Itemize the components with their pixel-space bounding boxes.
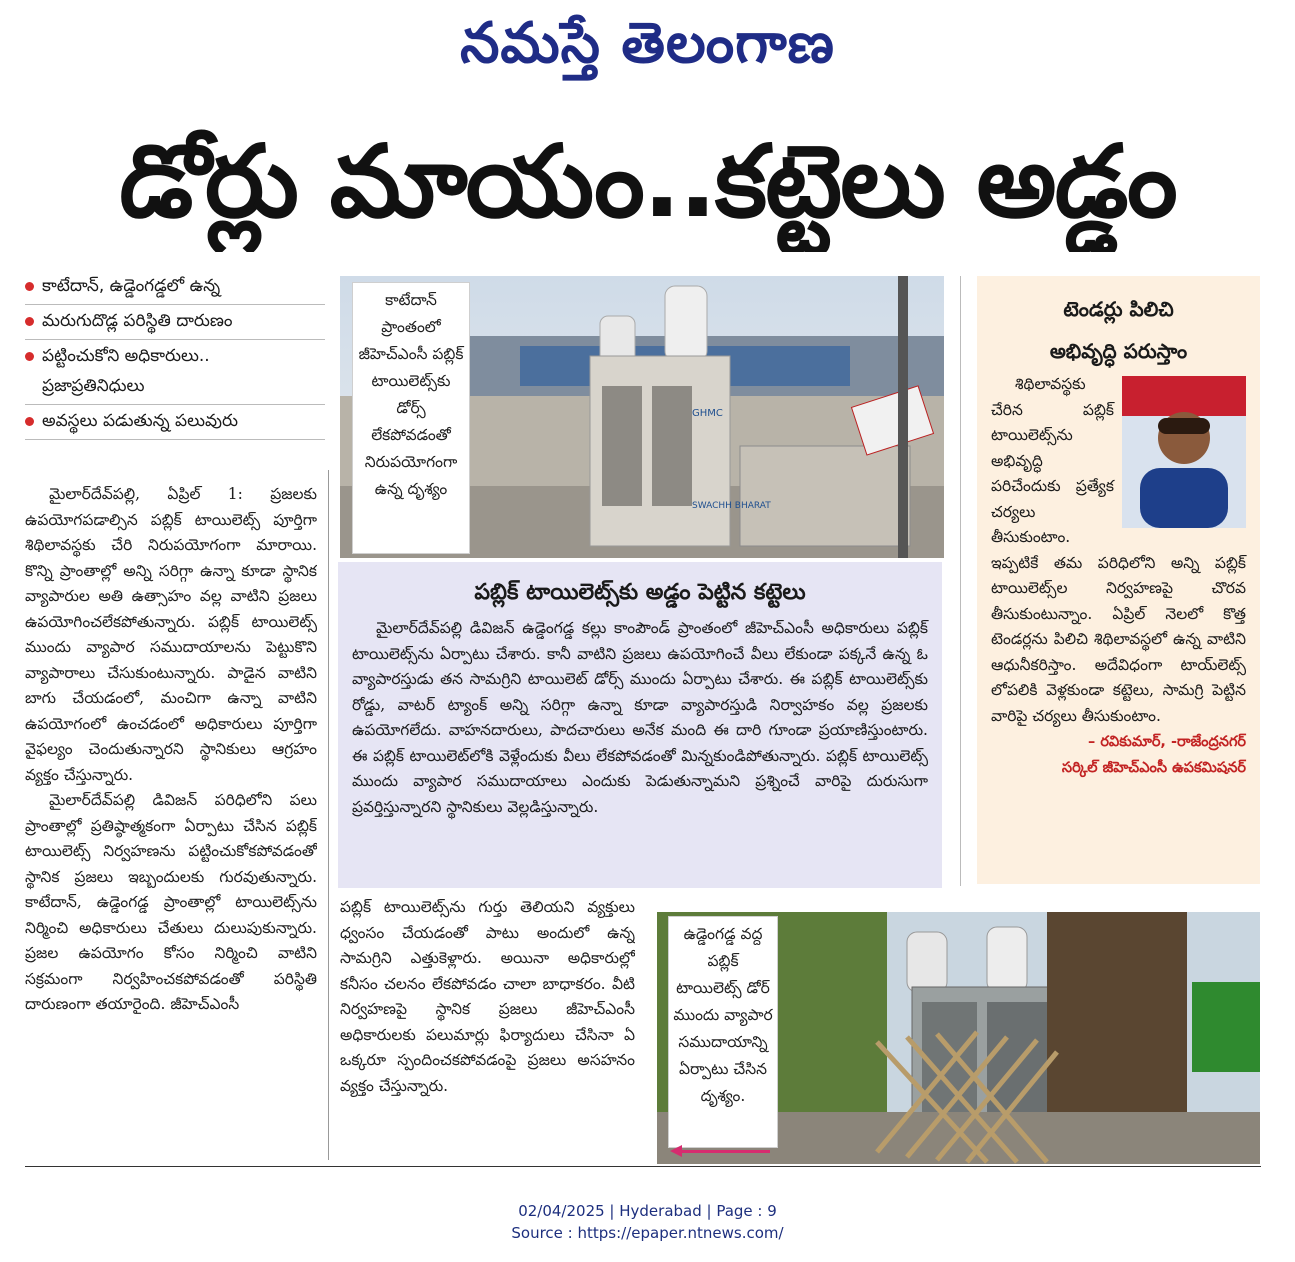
side-heading: టెండర్లు పిలిచి <box>1063 297 1174 321</box>
article-column-1 <box>25 482 317 1162</box>
photo-caption: ఉడ్డెంగడ్డ వద్ద పబ్లిక్ టాయిలెట్స్ డోర్ ముందు వ్యాపార సముదాయాన్ని ఏర్పాటు చేసిన దృశ్యం. <box>668 916 778 1148</box>
bullet-item: కాటేదాన్, ఉడ్డెంగడ్డలో ఉన్న <box>25 270 325 305</box>
side-heading: అభివృద్ధి పరుస్తాం <box>1049 339 1188 363</box>
article-column-3 <box>340 895 635 1155</box>
footer-source: Source : https://epaper.ntnews.com/ <box>511 1224 784 1242</box>
photo-caption: కాటేదాన్ ప్రాంతంలో జీహెచ్‌ఎంసీ పబ్లిక్ టాయిలెట్స్‌కు డోర్స్ లేకపోవడంతో నిరుపయోగంగా ఉన్న దృశ్యం <box>352 282 470 554</box>
byline: – రవికుమార్, -రాజేంద్రనగర్ <box>1088 734 1246 750</box>
arrow-icon <box>680 1150 770 1153</box>
byline: సర్కిల్ జీహెచ్‌ఎంసీ ఉపకమిషనర్ <box>1061 760 1246 776</box>
bullet-dot-icon <box>25 417 34 426</box>
bullet-item: మరుగుదొడ్ల పరిస్థితి దారుణం <box>25 305 325 340</box>
summary-bullets <box>25 270 325 440</box>
boxed-article <box>338 562 942 888</box>
paragraph: పబ్లిక్ టాయిలెట్స్‌ను గుర్తు తెలియని వ్యక్తులు ధ్వంసం చేయడంతో పాటు అందులో ఉన్న సామగ్రిని ఎత్తుకెళ్లారు. అయినా అధికారుల్లో కనీసం చలనం లేకపోవడం చాలా బాధాకరం. వీటి నిర్వహణపై స్థానిక ప్రజలు జీహెచ్‌ఎంసీ అధికారులకు పలుమార్లు ఫిర్యాదులు చేసినా ఏ ఒక్కరూ స్పందించకపోవడంపై ప్రజలు అసహనం వ్యక్తం చేస్తున్నారు. <box>340 898 635 1095</box>
side-text: శిథిలావస్థకు చేరిన పబ్లిక్ టాయిలెట్స్‌ను అభివృద్ధి పరిచేందుకు ప్రత్యేక చర్యలు తీసుకుంటాం. ఇప్పటికే తమ పరిధిలోని అన్ని పబ్లిక్ టాయిలెట్స్‌ల నిర్వహణపై చొరవ తీసుకుంటున్నాం. ఏప్రిల్ నెలలో కొత్త టెండర్లను పిలిచి శిథిలావస్థలో ఉన్న వాటిని ఆధునీకరిస్తాం. అదేవిధంగా టాయ్‌లెట్స్ లోపలికి వెళ్లకుండా కట్టెలు, సామగ్రి పెట్టిన వారిపై చర్యలు తీసుకుంటాం. <box>991 375 1246 725</box>
masthead-logo: నమస్తే తెలంగాణ <box>460 10 835 76</box>
column-divider <box>960 276 961 886</box>
bullet-dot-icon <box>25 282 34 291</box>
paragraph: మైలార్‌దేవ్‌పల్లి డివిజన్ పరిధిలోని పలు ప్రాంతాల్లో ప్రతిష్ఠాత్మకంగా ఏర్పాటు చేసిన పబ్లిక్ టాయిలెట్స్ నిర్వహణను పట్టించుకోకపోవడంతో స్థానిక ప్రజలు ఇబ్బందులకు గురవుతున్నారు. కాటేదాన్, ఉడ్డెంగడ్డ ప్రాంతాల్లో టాయిలెట్స్‌ను నిర్మించి అధికారులు చేతులు దులుపుకున్నారు. ప్రజల ఉపయోగం కోసం నిర్మించి వాటిని సక్రమంగా నిర్వహించకపోవడంతో పరిస్థితి దారుణంగా తయారైంది. జీహెచ్‌ఎంసీ <box>25 791 317 1013</box>
bullet-item: అవస్థలు పడుతున్న పలువురు <box>25 405 325 440</box>
footer-date: 02/04/2025 | Hyderabad | Page : 9 <box>518 1202 777 1220</box>
official-photo <box>1122 376 1246 528</box>
headline: డోర్లు మాయం..కట్టెలు అడ్డం <box>119 123 1176 240</box>
paragraph: మైలార్‌దేవ్‌పల్లి, ఏప్రిల్ 1: ప్రజలకు ఉపయోగపడాల్సిన పబ్లిక్ టాయిలెట్స్ పూర్తిగా శిథిలావస్థకు చేరి నిరుపయోగంగా మారాయి. కొన్ని ప్రాంతాల్లో అన్ని సరిగ్గా ఉన్నా కూడా స్థానిక వ్యాపారుల అతి ఉత్సాహం వల్ల వాటిని ప్రజలు ఉపయోగించలేకపోతున్నారు. పబ్లిక్ టాయిలెట్స్ ముందు వ్యాపార సముదాయాలను పెట్టుకొని వ్యాపారాలు చేసుకుంటున్నారు. పాడైన వాటిని బాగు చేయడంలో, మంచిగా ఉన్నా వాటిని ఉపయోగంలో ఉంచడంలో అధికారులు పూర్తిగా వైఫల్యం చెందుతున్నారని స్థానికులు ఆగ్రహం వ్యక్తం చేస్తున్నారు. <box>25 485 317 784</box>
bullet-dot-icon <box>25 352 34 361</box>
bottom-rule <box>25 1166 1261 1167</box>
box-title: పబ్లిక్ టాయిలెట్స్‌కు అడ్డం పెట్టిన కట్టెలు <box>474 580 806 605</box>
sign-text: SWACHH BHARAT <box>692 501 771 511</box>
official-photo-illustration <box>1122 376 1246 528</box>
column-divider <box>328 470 329 1160</box>
sign-text: GHMC <box>692 408 723 419</box>
box-text: మైలార్‌దేవ్‌పల్లి డివిజన్ ఉడ్డెంగడ్డ కల్లు కాంపౌండ్ ప్రాంతంలో జీహెచ్‌ఎంసీ అధికారులు పబ్లిక్ టాయిలెట్స్‌ను ఏర్పాటు చేశారు. కానీ వాటిని ప్రజలు ఉపయోగించే వీలు లేకుండా పక్కనే ఉన్న ఓ వ్యాపారస్తుడు తన సామగ్రిని టాయిలెట్ డోర్స్ ముందు ఏర్పాటు చేశారు. ఈ పబ్లిక్ టాయిలెట్స్‌కు రోడ్డు, వాటర్ ట్యాంక్ అన్ని సరిగ్గా ఉన్నా కూడా వ్యాపారస్తుడి నిర్వాహకం వల్ల ప్రజలకు ఉపయోగలేదు. వాహనదారులు, పాదచారులు అనేక మంది ఈ దారి గూండా ప్రయాణిస్తుంటారు. ఈ పబ్లిక్ టాయిలెట్‌లోకి వెళ్లేందుకు వీలు లేకపోవడంతో మిన్నకుండిపోతున్నారు. పబ్లిక్ టాయిలెట్స్ ముందు వ్యాపార సముదాయాలు ఎందుకు పెడుతున్నామని ప్రశ్నించే వారిపై దురుసుగా ప్రవర్తిస్తున్నారని స్థానికులు వెల్లడిస్తున్నారు. <box>352 619 928 816</box>
arrow-head-icon <box>670 1145 682 1157</box>
bullet-item: పట్టించుకోని అధికారులు.. ప్రజాప్రతినిధులు <box>25 340 325 405</box>
official-quote-box <box>977 276 1260 884</box>
bullet-dot-icon <box>25 317 34 326</box>
